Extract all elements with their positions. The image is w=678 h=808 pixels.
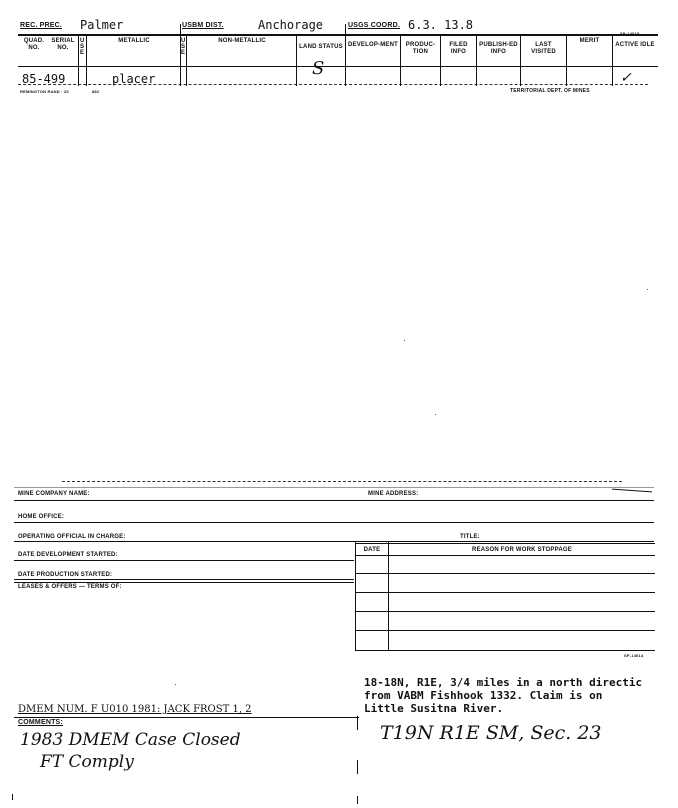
rec-prec-value: Palmer: [80, 18, 124, 32]
printer-line-left: REMINGTON RAND · 20: [20, 89, 69, 94]
operating-official-label: OPERATING OFFICIAL IN CHARGE:: [18, 534, 126, 540]
col-use-2: U S E: [181, 38, 186, 56]
location-description: [364, 676, 664, 715]
title-label: TITLE:: [460, 534, 480, 540]
form-number-2: SP-14614: [624, 653, 644, 658]
col-merit: MERIT: [579, 38, 600, 44]
location-handwritten: T19N R1E SM, Sec. 23: [380, 722, 602, 744]
leases-offers-label: LEASES & OFFERS — TERMS OF:: [18, 584, 122, 590]
land-status-value: S: [312, 58, 325, 79]
mine-company-label: MINE COMPANY NAME:: [18, 491, 90, 497]
location-line-2: from VABM Fishhook 1332. Claim is on: [364, 689, 603, 702]
col-last-visited: LAST VISITED: [531, 42, 556, 55]
comments-line-2: FT Comply: [40, 752, 134, 772]
quad-serial-value: 85-499: [22, 72, 66, 86]
usbm-dist-label: USBM DIST.: [182, 22, 224, 29]
usgs-coord-label: USGS COORD.: [348, 22, 400, 29]
location-line-3: Little Susitna River.: [364, 702, 504, 715]
col-nonmetallic: NON-METALLIC: [218, 38, 266, 44]
comments-line-1: 1983 DMEM Case Closed: [20, 730, 241, 750]
date-production-label: DATE PRODUCTION STARTED:: [18, 572, 113, 578]
col-metallic: METALLIC: [118, 38, 150, 44]
col-active-idle: ACTIVE IDLE: [615, 42, 655, 48]
col-land-status: LAND STATUS: [299, 44, 343, 50]
printer-line-right: TERRITORIAL DEPT. OF MINES: [510, 88, 590, 94]
home-office-label: HOME OFFICE:: [18, 514, 65, 520]
date-development-label: DATE DEVELOPMENT STARTED:: [18, 552, 118, 558]
col-filed-info: FILED INFO: [449, 42, 468, 55]
printer-line-code: 882: [92, 89, 100, 94]
reason-column-header: REASON FOR WORK STOPPAGE: [472, 547, 572, 553]
col-quad: QUAD. NO.: [23, 38, 45, 51]
col-development: DEVELOP-MENT: [347, 42, 399, 48]
usbm-dist-value: Anchorage: [258, 18, 324, 32]
col-use-1: U S E: [80, 38, 85, 56]
location-line-1: 18-18N, R1E, 3/4 miles in a north directic: [364, 676, 643, 689]
col-serial: SERIAL NO.: [51, 38, 75, 51]
metallic-value: placer: [112, 72, 156, 86]
mine-address-label: MINE ADDRESS:: [368, 491, 419, 497]
col-published-info: PUBLISH-ED INFO: [479, 42, 518, 55]
rec-prec-label: REC. PREC.: [20, 22, 63, 29]
usgs-coord-value: 6.3. 13.8: [408, 18, 474, 32]
comments-label: COMMENTS:: [18, 719, 63, 726]
col-production: PRODUC-TION: [405, 42, 436, 55]
comments-above-note: DMEM NUM. F U010 1981: JACK FROST 1, 2: [18, 704, 252, 715]
active-idle-mark: ✓: [620, 70, 632, 86]
date-column-header: DATE: [363, 547, 381, 553]
